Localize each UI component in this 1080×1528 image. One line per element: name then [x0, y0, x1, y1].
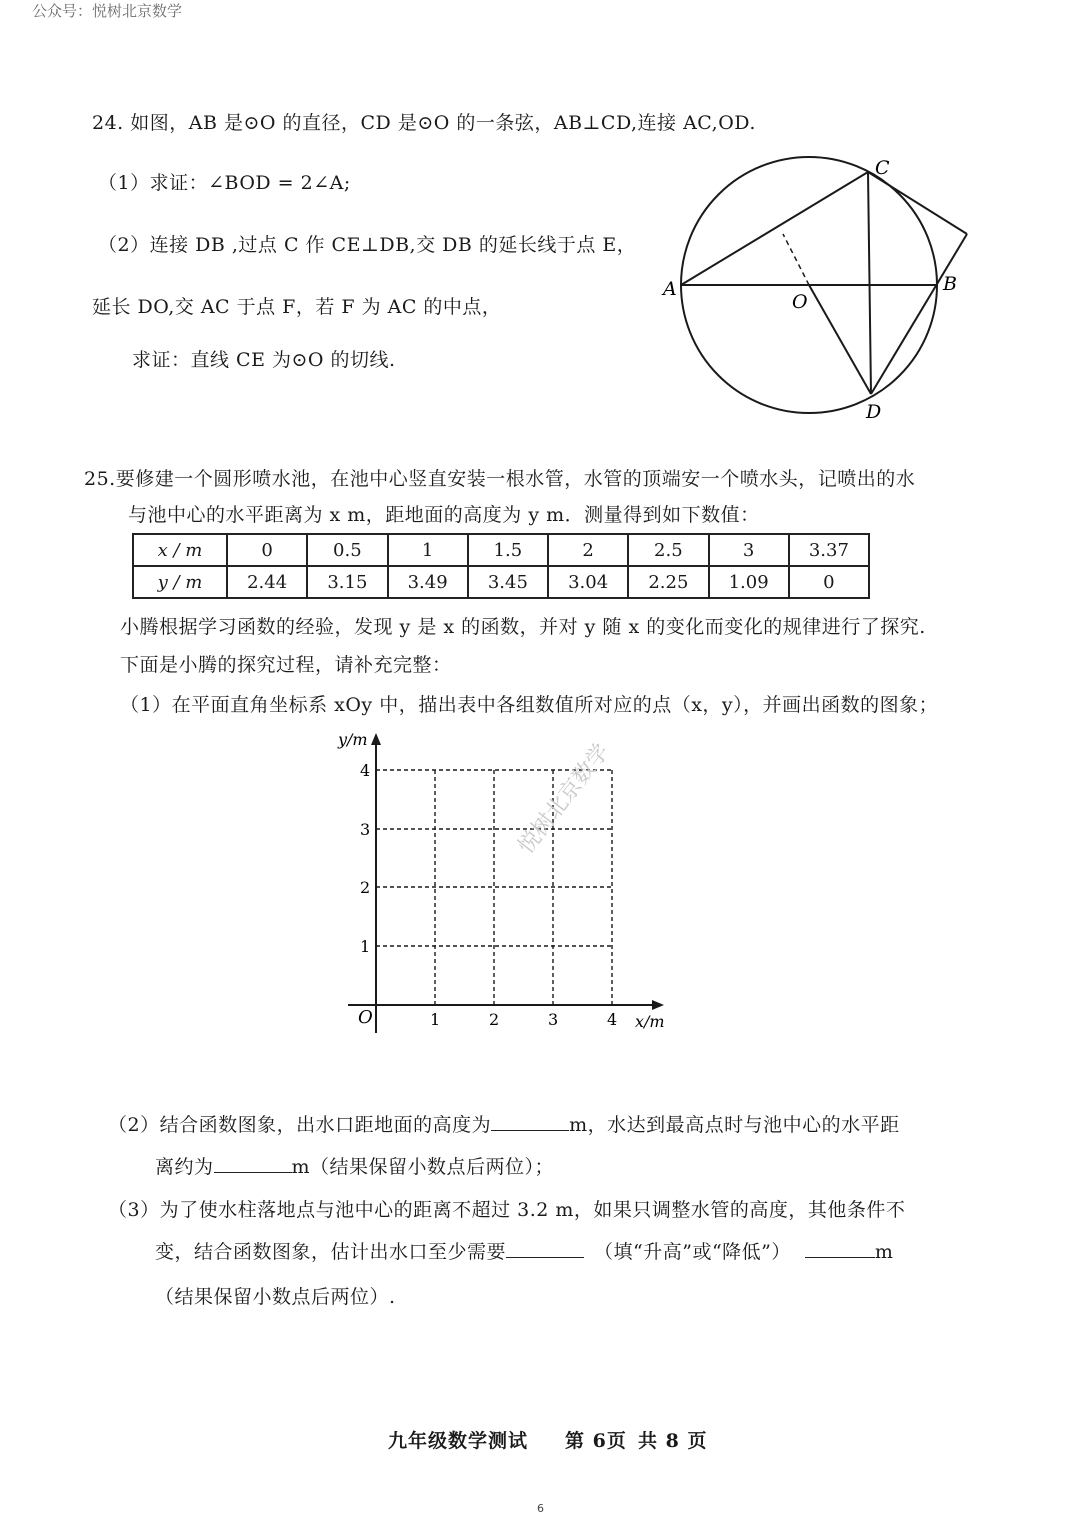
chord-cd: [868, 172, 871, 394]
table-cell: 1.5: [468, 534, 548, 566]
footer-page: 第 6页: [565, 1430, 627, 1452]
table-cell: 2.5: [628, 534, 708, 566]
q24-part1: （1）求证：∠BOD = 2∠A;: [98, 172, 351, 194]
table-cell: 3.49: [388, 566, 468, 598]
table-cell: 2.25: [628, 566, 708, 598]
segment-de: [871, 234, 967, 394]
table-header-y: y / m: [133, 566, 227, 598]
part3-text-a: 变，结合函数图象，估计出水口至少需要: [155, 1241, 507, 1263]
label-d: D: [866, 401, 882, 423]
q25-part3-line2: [155, 1237, 893, 1264]
y-axis-arrow: [371, 733, 381, 745]
table-cell: 1: [388, 534, 468, 566]
table-row-y: [133, 566, 869, 598]
y-tick-1: 1: [360, 937, 371, 956]
answer-blank-height[interactable]: [491, 1130, 569, 1131]
x-tick-3: 3: [548, 1010, 559, 1029]
q25-part3-line3: （结果保留小数点后两位）.: [155, 1286, 396, 1308]
segment-od: [809, 285, 871, 394]
q24-part2-line3: 求证：直线 CE 为⊙O 的切线.: [132, 349, 396, 371]
footer-title: 九年级数学测试: [388, 1430, 529, 1452]
q24-part2-line2: 延长 DO,交 AC 于点 F，若 F 为 AC 的中点，: [92, 296, 502, 318]
x-tick-2: 2: [489, 1010, 500, 1029]
page-number: 6: [537, 1502, 544, 1515]
q25-coordinate-grid: [330, 725, 680, 1045]
table-cell: 0: [789, 566, 869, 598]
x-axis-label: x/m: [635, 1012, 665, 1031]
table-row-x: [133, 534, 869, 566]
segment-of-dashed: [783, 234, 809, 285]
label-b: B: [943, 273, 957, 295]
q25-part3-line1: （3）为了使水柱落地点与池中心的距离不超过 3.2 m，如果只调整水管的高度，其他条件不: [108, 1199, 906, 1221]
part3-text-b: （填“升高”或“降低”）: [594, 1241, 791, 1263]
part2-text-b: m，水达到最高点时与池中心的水平距: [569, 1114, 900, 1136]
answer-blank-direction[interactable]: [506, 1257, 584, 1258]
q24-stem: 24. 如图，AB 是⊙O 的直径，CD 是⊙O 的一条弦，AB⊥CD,连接 AC,OD.: [92, 112, 756, 134]
y-tick-2: 2: [360, 878, 371, 897]
table-cell: 0.5: [307, 534, 387, 566]
table-cell: 3.04: [548, 566, 628, 598]
q25-stem-line1: 25.要修建一个圆形喷水池，在池中心竖直安装一根水管，水管的顶端安一个喷水头，记喷出的水: [84, 468, 916, 490]
header-watermark: 公众号：悦树北京数学: [32, 2, 183, 20]
table-cell: 3.15: [307, 566, 387, 598]
table-cell: 2: [548, 534, 628, 566]
table-cell: 3: [709, 534, 789, 566]
grid-lines: [376, 770, 612, 1005]
q25-stem-line2: 与池中心的水平距离为 x m，距地面的高度为 y m．测量得到如下数值：: [128, 504, 760, 526]
origin-label: O: [358, 1007, 373, 1028]
y-tick-3: 3: [360, 820, 371, 839]
label-o: O: [792, 291, 808, 313]
answer-blank-amount[interactable]: [805, 1257, 875, 1258]
part2-text-a: （2）结合函数图象，出水口距地面的高度为: [108, 1114, 492, 1136]
x-tick-4: 4: [607, 1010, 618, 1029]
table-header-x: x / m: [133, 534, 227, 566]
faint-watermark: 悦树北京数学: [513, 739, 615, 859]
segment-ce: [868, 172, 967, 234]
q25-part1: （1）在平面直角坐标系 xOy 中，描出表中各组数值所对应的点（x，y），并画出函数的图象；: [120, 694, 939, 716]
table-cell: 3.45: [468, 566, 548, 598]
y-axis-label: y/m: [338, 730, 368, 749]
part2-text-d: m（结果保留小数点后两位）；: [291, 1156, 555, 1178]
q25-data-table: [132, 533, 870, 599]
label-c: C: [875, 157, 890, 179]
label-a: A: [663, 278, 677, 300]
part3-text-c: m: [874, 1241, 894, 1263]
q24-circle-figure: [655, 150, 985, 430]
table-cell: 0: [227, 534, 307, 566]
footer-total: 共 8 页: [638, 1430, 708, 1452]
q25-part2-line2: [155, 1152, 554, 1179]
q25-part2-line1: [108, 1110, 900, 1137]
x-tick-1: 1: [430, 1010, 441, 1029]
table-cell: 1.09: [709, 566, 789, 598]
segment-ac: [681, 172, 868, 285]
y-tick-4: 4: [360, 761, 371, 780]
answer-blank-distance[interactable]: [214, 1172, 292, 1173]
x-axis-arrow: [652, 1000, 664, 1010]
table-cell: 2.44: [227, 566, 307, 598]
q25-intro-line1: 小腾根据学习函数的经验，发现 y 是 x 的函数，并对 y 随 x 的变化而变化的规律进行了探究.: [120, 616, 926, 638]
q24-part2-line1: （2）连接 DB ,过点 C 作 CE⊥DB,交 DB 的延长线于点 E，: [98, 234, 637, 256]
part2-text-c: 离约为: [155, 1156, 214, 1178]
q25-intro-line2: 下面是小腾的探究过程，请补充完整：: [120, 654, 452, 676]
table-cell: 3.37: [789, 534, 869, 566]
